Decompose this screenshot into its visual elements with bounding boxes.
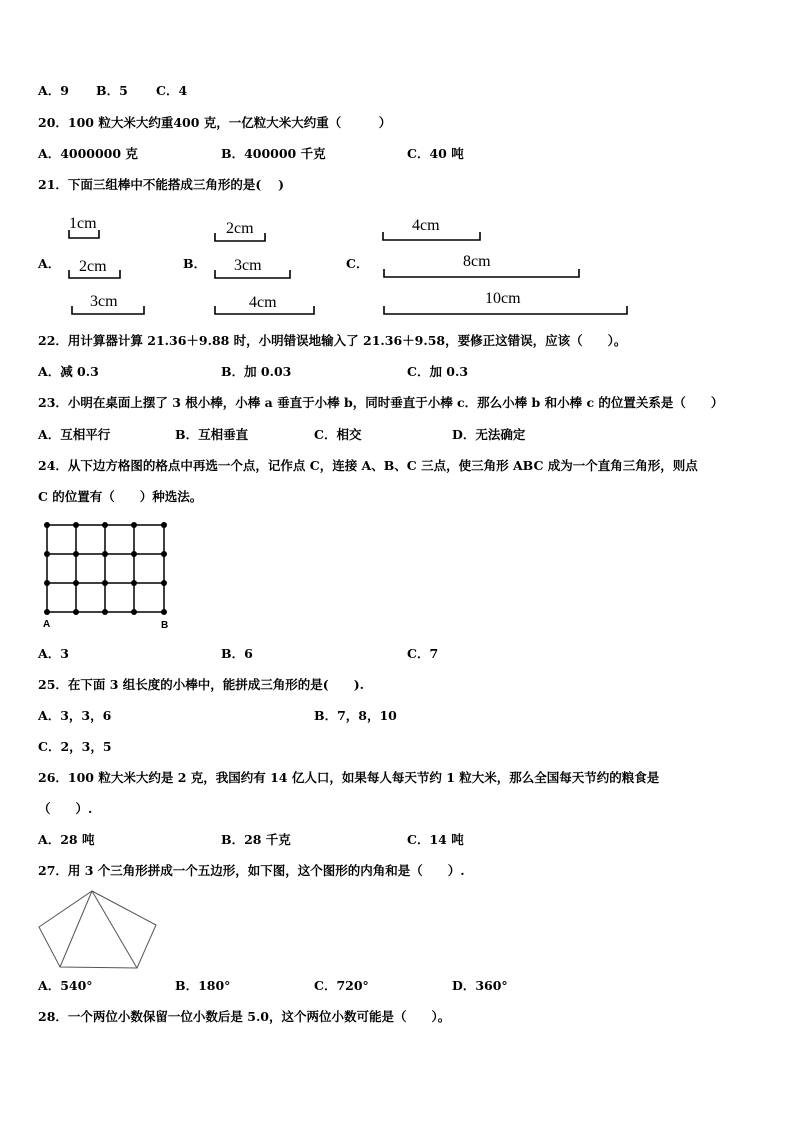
q27-pentagon-figure <box>30 885 165 975</box>
q20-option-a: A．4000000 克 <box>38 146 138 161</box>
q21-a-label-3: 3cm <box>90 293 118 310</box>
q21-c-label-3: 10cm <box>485 290 521 307</box>
q24-option-a: A．3 <box>38 646 69 661</box>
q27-option-c: C．720° <box>314 978 369 993</box>
q21-stem: 21．下面三组棒中不能搭成三角形的是( ) <box>38 177 285 192</box>
q21-b-label-1: 2cm <box>226 220 254 237</box>
q27-option-d: D．360° <box>452 978 508 993</box>
q24-stem-line-1: 24．从下边方格图的格点中再选一个点，记作点 C，连接 A、B、C 三点，使三角形 ABC 成为一个直角三角形，则点 <box>38 458 698 473</box>
q27-stem: 27．用 3 个三角形拼成一个五边形，如下图，这个图形的内角和是（ ）. <box>38 863 465 878</box>
q21-c-label-2: 8cm <box>463 253 491 270</box>
q26-stem-line-2: （ ）. <box>38 801 93 816</box>
q26-option-a: A．28 吨 <box>38 832 95 847</box>
q25-option-c: C．2，3，5 <box>38 739 112 754</box>
q19-option-c: C．4 <box>156 83 188 98</box>
q25-option-b: B．7，8，10 <box>314 708 397 723</box>
q21-c-stick-2 <box>384 269 579 277</box>
q21-c-label-1: 4cm <box>412 217 440 234</box>
q20-stem: 20．100 粒大米大约重400 克，一亿粒大米大约重（ ） <box>38 115 392 130</box>
q26-option-b: B．28 千克 <box>221 832 291 847</box>
q24-stem-line-2: C 的位置有（ ）种选法。 <box>38 489 203 504</box>
q27-option-b: B．180° <box>175 978 231 993</box>
q24-option-b: B．6 <box>221 646 253 661</box>
q21-c-stick-3 <box>384 306 627 314</box>
q22-option-a: A．减 0.3 <box>38 364 99 379</box>
q24-point-b-label: B <box>161 620 169 631</box>
q23-option-d: D．无法确定 <box>452 427 526 442</box>
q23-stem: 23．小明在桌面上摆了 3 根小棒，小棒 a 垂直于小棒 b，同时垂直于小棒 c．那么小棒 b 和小棒 c 的位置关系是（ ） <box>38 395 724 410</box>
q21-group-c-label: C． <box>346 256 369 271</box>
q20-option-c: C．40 吨 <box>407 146 464 161</box>
q23-option-a: A．互相平行 <box>38 427 111 442</box>
q21-group-a-label: A． <box>38 256 61 271</box>
q25-stem: 25．在下面 3 组长度的小棒中，能拼成三角形的是( ). <box>38 677 364 692</box>
q24-dot-grid <box>30 515 190 635</box>
q22-option-b: B．加 0.03 <box>221 364 292 379</box>
q23-option-c: C．相交 <box>314 427 362 442</box>
q23-option-b: B．互相垂直 <box>175 427 249 442</box>
q21-b-label-2: 3cm <box>234 257 262 274</box>
q21-b-label-3: 4cm <box>249 294 277 311</box>
q28-stem: 28．一个两位小数保留一位小数后是 5.0，这个两位小数可能是（ ）。 <box>38 1009 451 1024</box>
q21-a-label-1: 1cm <box>69 215 97 232</box>
q19-option-b: B．5 <box>96 83 128 98</box>
q19-option-a: A．9 <box>38 83 69 98</box>
q25-option-a: A．3，3，6 <box>38 708 112 723</box>
q22-option-c: C．加 0.3 <box>407 364 469 379</box>
q22-stem: 22．用计算器计算 21.36＋9.88 时，小明错误地输入了 21.36＋9.58，要修正这错误，应该（ ）。 <box>38 333 627 348</box>
q24-point-a-label: A <box>43 619 51 630</box>
q24-option-c: C．7 <box>407 646 439 661</box>
q20-option-b: B．400000 千克 <box>221 146 326 161</box>
q21-sticks-figure <box>0 205 794 320</box>
q26-stem-line-1: 26．100 粒大米大约是 2 克，我国约有 14 亿人口，如果每人每天节约 1 粒大米，那么全国每天节约的粮食是 <box>38 770 660 785</box>
q21-a-label-2: 2cm <box>79 258 107 275</box>
q21-group-b-label: B． <box>183 256 207 271</box>
q27-option-a: A．540° <box>38 978 93 993</box>
q26-option-c: C．14 吨 <box>407 832 464 847</box>
